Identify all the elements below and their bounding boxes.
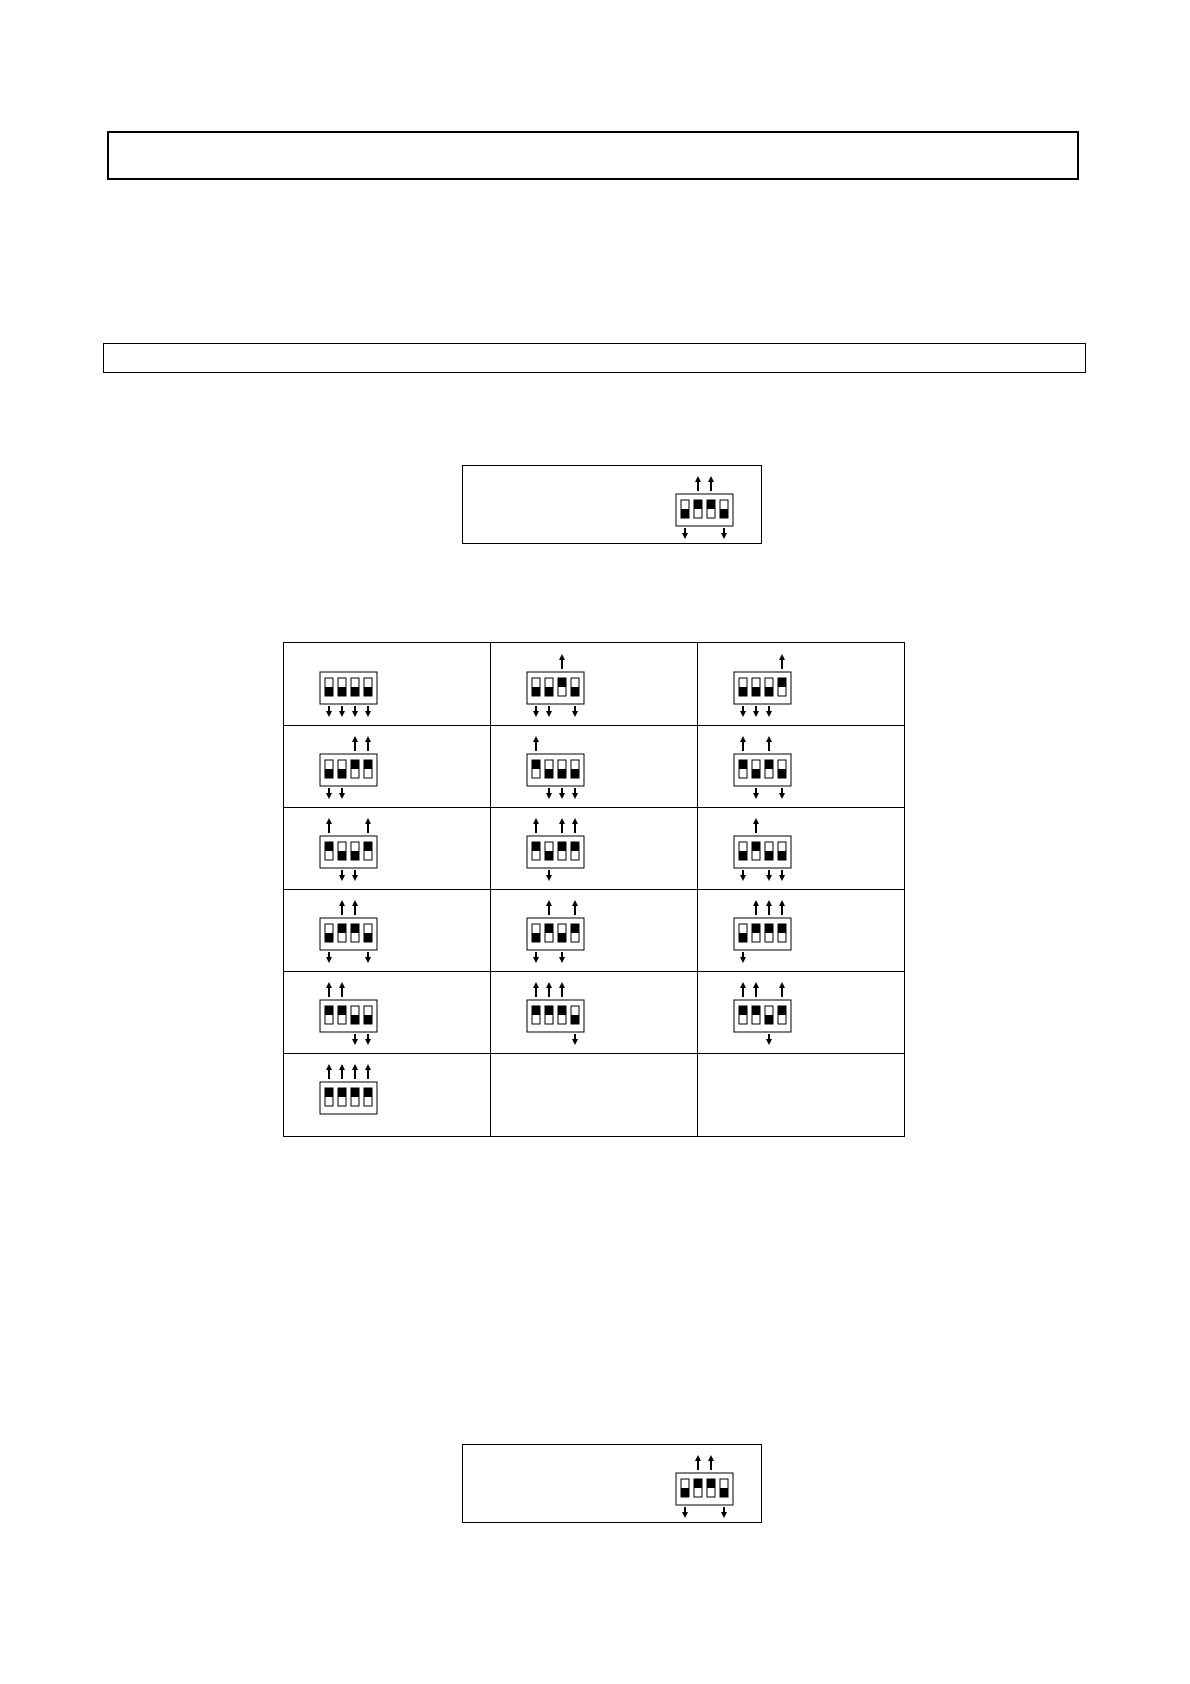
dip-switch-graphic (675, 1451, 735, 1519)
dip-switch-graphic (526, 896, 586, 964)
table-cell-dip-switch (526, 814, 586, 882)
dip-knob-up (558, 842, 566, 851)
dip-knob-up (765, 924, 773, 933)
dip-knob-up (351, 924, 359, 933)
dip-knob-down (338, 769, 346, 778)
dip-knob-down (364, 687, 372, 696)
arrow-down-icon (572, 1034, 578, 1045)
arrow-up-icon (708, 1455, 714, 1470)
arrow-up-icon (326, 1064, 332, 1079)
dip-knob-down (571, 1015, 579, 1024)
dip-switch-graphic (733, 896, 793, 964)
table-cell-dip-switch (526, 650, 586, 718)
dip-knob-down (571, 687, 579, 696)
dip-switch-graphic (319, 814, 379, 882)
dip-knob-down (325, 769, 333, 778)
dip-knob-up (739, 760, 747, 769)
dip-knob-down (532, 933, 540, 942)
arrow-down-icon (740, 952, 746, 963)
arrow-down-icon (766, 870, 772, 881)
arrow-up-icon (339, 1064, 345, 1079)
arrow-up-icon (326, 982, 332, 997)
dip-switch-table (283, 642, 905, 1137)
arrow-up-icon (352, 736, 358, 751)
table-cell-dip-switch (733, 814, 793, 882)
arrow-up-icon (352, 1064, 358, 1079)
arrow-down-icon (753, 788, 759, 799)
arrow-down-icon (326, 788, 332, 799)
dip-knob-up (694, 500, 702, 509)
arrow-down-icon (339, 870, 345, 881)
arrow-up-icon (572, 900, 578, 915)
dip-knob-up (778, 678, 786, 687)
arrow-up-icon (766, 900, 772, 915)
table-cell-dip-switch (526, 978, 586, 1046)
arrow-up-icon (695, 1455, 701, 1470)
arrow-down-icon (572, 706, 578, 717)
dip-knob-up (532, 1006, 540, 1015)
arrow-up-icon (779, 654, 785, 669)
dip-knob-down (325, 933, 333, 942)
dip-knob-up (325, 1088, 333, 1097)
dip-knob-down (778, 851, 786, 860)
dip-knob-up (778, 1006, 786, 1015)
dip-switch-graphic (733, 650, 793, 718)
table-cell-dip-switch (319, 1060, 379, 1128)
dip-knob-down (752, 687, 760, 696)
arrow-up-icon (766, 736, 772, 751)
dip-switch-graphic (319, 732, 379, 800)
dip-knob-down (778, 769, 786, 778)
dip-knob-down (351, 1015, 359, 1024)
arrow-down-icon (326, 706, 332, 717)
dip-knob-down (364, 1015, 372, 1024)
arrow-up-icon (753, 900, 759, 915)
dip-knob-down (558, 769, 566, 778)
arrow-up-icon (365, 818, 371, 833)
dip-switch-graphic (733, 814, 793, 882)
dip-knob-up (532, 760, 540, 769)
dip-knob-down (739, 687, 747, 696)
dip-switch-graphic (526, 732, 586, 800)
dip-knob-down (739, 851, 747, 860)
dip-knob-down (765, 851, 773, 860)
dip-knob-up (351, 1088, 359, 1097)
dip-switch-icon (675, 1451, 735, 1519)
dip-switch-graphic (526, 650, 586, 718)
dip-knob-down (325, 687, 333, 696)
dip-knob-down (532, 687, 540, 696)
dip-knob-up (739, 1006, 747, 1015)
arrow-up-icon (779, 982, 785, 997)
dip-switch-graphic (319, 1060, 379, 1128)
arrow-down-icon (740, 870, 746, 881)
dip-switch-graphic (319, 978, 379, 1046)
arrow-down-icon (721, 1507, 727, 1518)
dip-knob-up (338, 1006, 346, 1015)
table-cell-dip-switch (526, 732, 586, 800)
arrow-up-icon (326, 818, 332, 833)
dip-knob-down (720, 509, 728, 518)
table-cell-dip-switch (319, 896, 379, 964)
arrow-up-icon (533, 736, 539, 751)
arrow-up-icon (546, 982, 552, 997)
arrow-down-icon (721, 528, 727, 539)
dip-knob-up (707, 1479, 715, 1488)
table-cell-dip-switch (733, 896, 793, 964)
dip-switch-graphic (675, 472, 735, 540)
dip-knob-down (739, 933, 747, 942)
arrow-down-icon (682, 528, 688, 539)
arrow-up-icon (365, 1064, 371, 1079)
table-cell-dip-switch (319, 814, 379, 882)
arrow-down-icon (779, 788, 785, 799)
dip-knob-down (351, 851, 359, 860)
arrow-down-icon (572, 788, 578, 799)
dip-knob-up (338, 1088, 346, 1097)
dip-knob-up (532, 842, 540, 851)
dip-knob-down (545, 687, 553, 696)
dip-knob-up (558, 678, 566, 687)
table-cell-dip-switch (733, 732, 793, 800)
dip-switch-graphic (319, 650, 379, 718)
dip-knob-up (707, 500, 715, 509)
arrow-down-icon (326, 952, 332, 963)
arrow-down-icon (352, 1034, 358, 1045)
arrow-down-icon (352, 706, 358, 717)
dip-knob-down (338, 851, 346, 860)
arrow-up-icon (352, 900, 358, 915)
table-divider (284, 1053, 904, 1054)
table-cell-dip-switch (319, 978, 379, 1046)
arrow-up-icon (740, 982, 746, 997)
arrow-down-icon (559, 788, 565, 799)
arrow-down-icon (339, 706, 345, 717)
arrow-down-icon (533, 706, 539, 717)
arrow-up-icon (533, 818, 539, 833)
arrow-up-icon (339, 900, 345, 915)
arrow-up-icon (365, 736, 371, 751)
dip-knob-up (571, 842, 579, 851)
arrow-down-icon (352, 870, 358, 881)
dip-knob-down (545, 851, 553, 860)
arrow-down-icon (740, 706, 746, 717)
dip-switch-example-bottom (462, 1444, 762, 1523)
dip-knob-up (778, 924, 786, 933)
arrow-up-icon (559, 982, 565, 997)
dip-knob-up (338, 924, 346, 933)
arrow-down-icon (546, 706, 552, 717)
dip-knob-up (752, 842, 760, 851)
arrow-up-icon (708, 476, 714, 491)
table-cell-dip-switch (733, 978, 793, 1046)
table-cell-dip-switch (526, 896, 586, 964)
arrow-down-icon (682, 1507, 688, 1518)
table-divider (284, 889, 904, 890)
table-divider (284, 807, 904, 808)
dip-knob-up (765, 760, 773, 769)
table-divider (284, 971, 904, 972)
arrow-up-icon (559, 818, 565, 833)
dip-knob-up (364, 1088, 372, 1097)
table-cell-dip-switch (733, 650, 793, 718)
dip-knob-up (752, 924, 760, 933)
dip-switch-graphic (733, 732, 793, 800)
section-heading-box (103, 343, 1086, 373)
dip-knob-up (694, 1479, 702, 1488)
dip-knob-down (765, 687, 773, 696)
arrow-up-icon (533, 982, 539, 997)
arrow-down-icon (546, 870, 552, 881)
arrow-up-icon (695, 476, 701, 491)
dip-switch-graphic (733, 978, 793, 1046)
arrow-down-icon (546, 788, 552, 799)
arrow-up-icon (559, 654, 565, 669)
dip-knob-up (364, 760, 372, 769)
dip-knob-down (681, 1488, 689, 1497)
dip-switch-example-top (462, 465, 762, 544)
dip-knob-up (571, 924, 579, 933)
dip-switch-graphic (526, 814, 586, 882)
arrow-up-icon (546, 900, 552, 915)
dip-knob-down (558, 933, 566, 942)
arrow-down-icon (365, 1034, 371, 1045)
table-cell-dip-switch (319, 650, 379, 718)
dip-knob-down (752, 769, 760, 778)
arrow-down-icon (766, 706, 772, 717)
title-box (107, 131, 1079, 180)
arrow-down-icon (559, 952, 565, 963)
dip-knob-down (720, 1488, 728, 1497)
dip-knob-down (681, 509, 689, 518)
dip-knob-up (752, 1006, 760, 1015)
arrow-down-icon (365, 706, 371, 717)
dip-knob-down (545, 769, 553, 778)
dip-switch-icon (675, 472, 735, 540)
dip-switch-graphic (526, 978, 586, 1046)
arrow-up-icon (740, 736, 746, 751)
arrow-down-icon (779, 870, 785, 881)
arrow-up-icon (572, 818, 578, 833)
dip-knob-down (351, 687, 359, 696)
table-cell-dip-switch (319, 732, 379, 800)
dip-knob-up (351, 760, 359, 769)
dip-knob-down (364, 933, 372, 942)
arrow-up-icon (753, 982, 759, 997)
table-divider (284, 725, 904, 726)
arrow-up-icon (779, 900, 785, 915)
dip-knob-up (325, 842, 333, 851)
dip-knob-down (338, 687, 346, 696)
dip-knob-down (571, 769, 579, 778)
arrow-up-icon (753, 818, 759, 833)
arrow-down-icon (533, 952, 539, 963)
dip-knob-up (558, 1006, 566, 1015)
arrow-down-icon (753, 706, 759, 717)
dip-knob-up (364, 842, 372, 851)
dip-switch-graphic (319, 896, 379, 964)
arrow-down-icon (339, 788, 345, 799)
arrow-down-icon (766, 1034, 772, 1045)
dip-knob-up (545, 1006, 553, 1015)
dip-knob-up (545, 924, 553, 933)
dip-knob-down (765, 1015, 773, 1024)
dip-knob-up (325, 1006, 333, 1015)
arrow-up-icon (339, 982, 345, 997)
arrow-down-icon (365, 952, 371, 963)
